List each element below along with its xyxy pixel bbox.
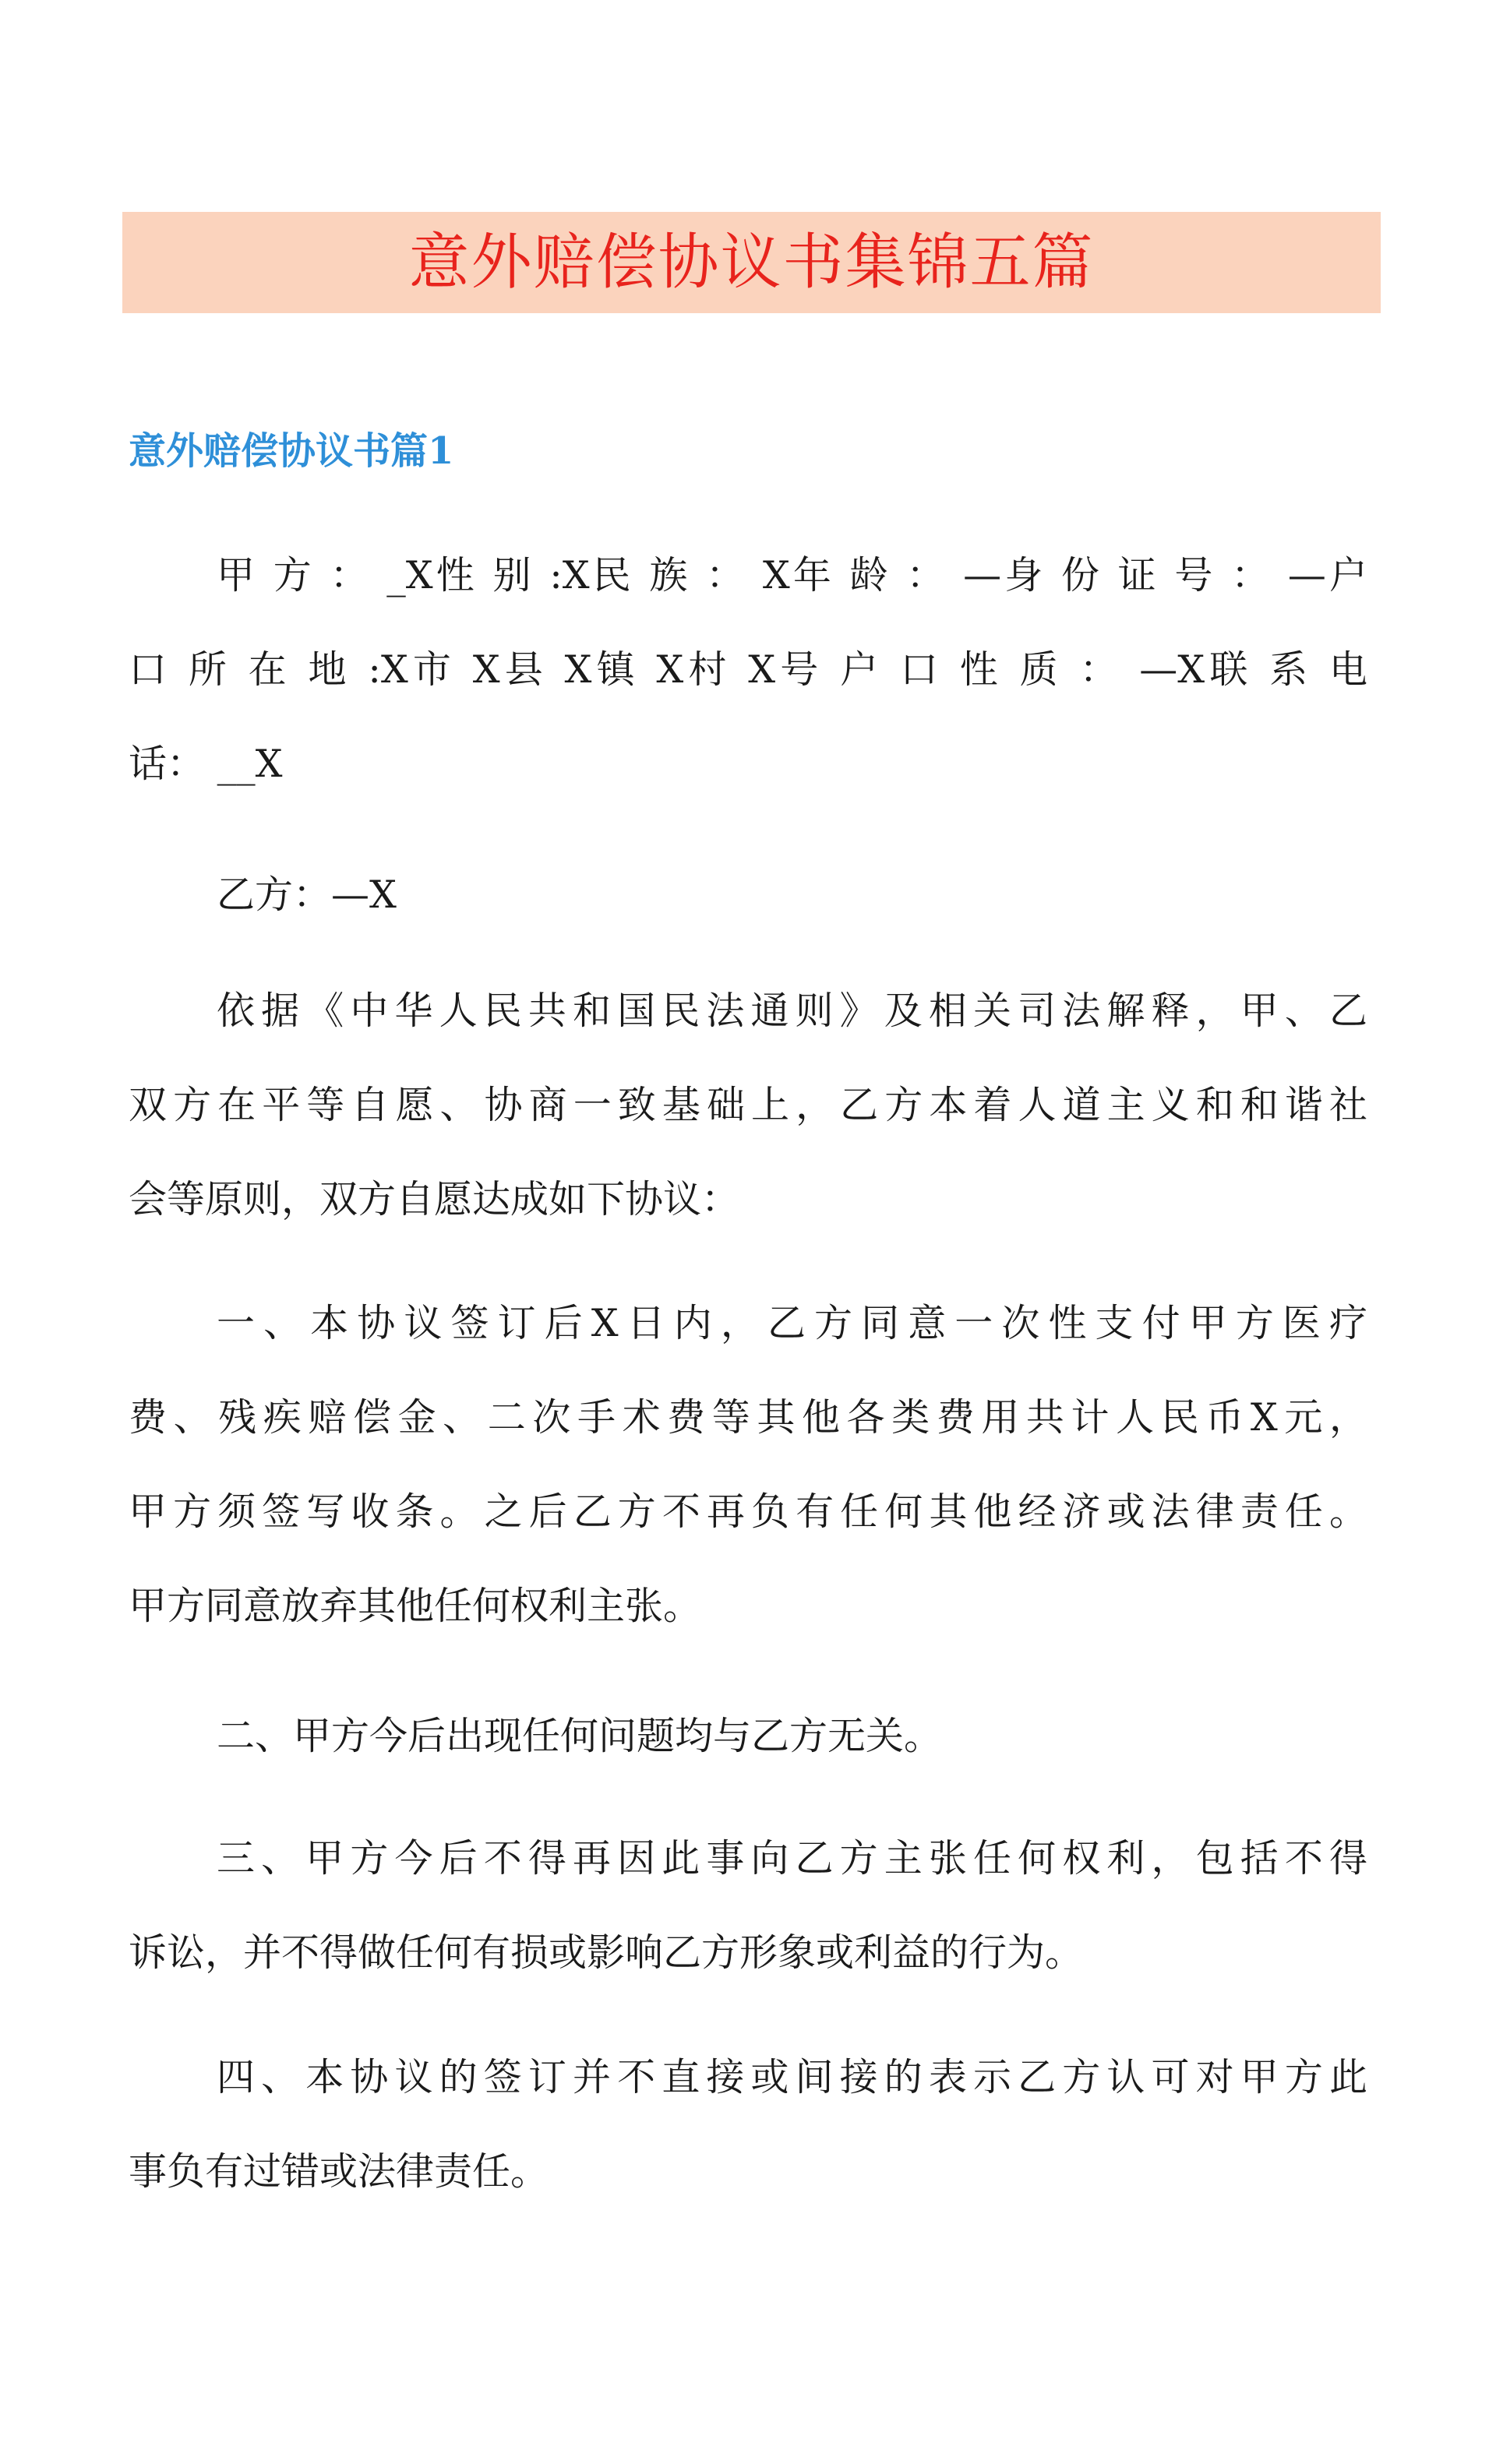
text-line: 会等原则，双方自愿达成如下协议： xyxy=(129,1177,740,1221)
paragraph-party-a xyxy=(129,528,1367,811)
text-line: 双方在平等自愿、协商一致基础上，乙方本着人道主义和和谐社 xyxy=(129,1083,1367,1127)
paragraph-clause-3 xyxy=(129,1811,1367,2000)
text-line: 甲方同意放弃其他任何权利主张。 xyxy=(129,1584,702,1628)
paragraph-clause-4 xyxy=(129,2030,1367,2219)
text-line: 依据《中华人民共和国民法通则》及相关司法解释，甲、乙 xyxy=(217,989,1367,1033)
paragraph-basis xyxy=(129,964,1367,1246)
text-line: 一、本协议签订后X日内，乙方同意一次性支付甲方医疗 xyxy=(217,1301,1367,1345)
text-line: 诉讼，并不得做任何有损或影响乙方形象或利益的行为。 xyxy=(129,1930,1084,1975)
text-line: 事负有过错或法律责任。 xyxy=(129,2149,549,2194)
section-heading: 意外赔偿协议书篇1 xyxy=(129,429,454,473)
text-line: 乙方：—X xyxy=(217,872,397,917)
text-line: 口 所 在 地 :X市 X县 X镇 X村 X号 户 口 性 质 ： —X联 系 电 xyxy=(129,647,1367,692)
text-line: 话： __X xyxy=(129,742,283,786)
text-line: 甲方须签写收条。之后乙方不再负有任何其他经济或法律责任。 xyxy=(129,1489,1367,1534)
title-banner xyxy=(122,212,1381,313)
text-line: 四、本协议的签订并不直接或间接的表示乙方认可对甲方此 xyxy=(217,2055,1367,2099)
text-line: 费、残疾赔偿金、二次手术费等其他各类费用共计人民币X元， xyxy=(129,1395,1367,1440)
paragraph-party-b xyxy=(129,848,1367,942)
text-line: 甲 方 ： _X性 别 :X民 族 ： X年 龄 ： —身 份 证 号 ： —户 xyxy=(217,553,1367,597)
text-line: 二、甲方今后出现任何问题均与乙方无关。 xyxy=(217,1714,943,1758)
document-title: 意外赔偿协议书集锦五篇 xyxy=(408,227,1095,298)
text-line: 三、甲方今后不得再因此事向乙方主张任何权利，包括不得 xyxy=(217,1836,1367,1881)
paragraph-clause-2 xyxy=(129,1689,1367,1783)
paragraph-clause-1 xyxy=(129,1276,1367,1653)
